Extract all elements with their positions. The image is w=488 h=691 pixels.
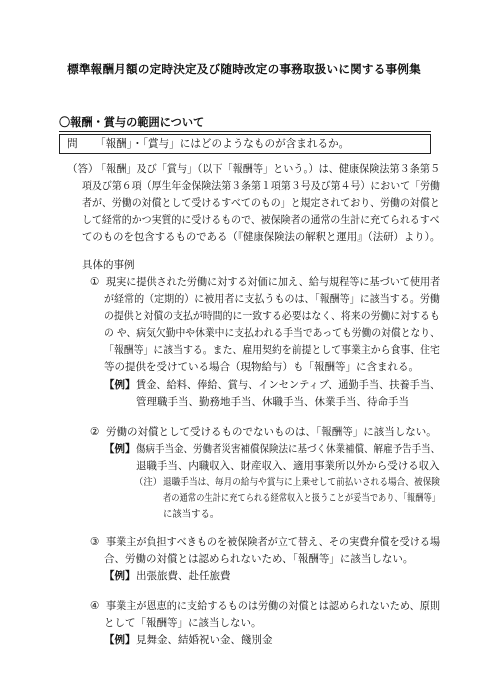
section-underline: [59, 131, 431, 132]
item-number: ②: [90, 426, 100, 438]
example-line: 傷病手当金、労働者災害補償保険法に基づく休業補償、解雇予告手当、: [136, 443, 441, 455]
item-line: として「報酬等」に該当しない。: [104, 617, 262, 629]
examples-heading: 具体的事例: [82, 259, 135, 271]
answer-label: （答）: [67, 163, 99, 175]
item-line: 現実に提供された労働に対する対価に加え、給与規程等に基づいて使用者: [106, 276, 441, 288]
section-heading: 〇報酬・賞与の範囲について: [59, 116, 205, 129]
item-line: 事業主が負担すべきものを被保険者が立て替え、その実費弁償を受ける場: [106, 536, 441, 548]
note-label: （注）: [134, 477, 163, 488]
item-line: 等の提供を受けている場合（現物給与）も「報酬等」に含まれる。: [104, 361, 419, 373]
item-line: の提供と対償の支払が時間的に一致する必要はなく、将来の労働に対するも: [104, 310, 440, 322]
example-label: 【例】: [104, 634, 136, 646]
example-label: 【例】: [104, 570, 136, 582]
item-line: 「報酬等」に該当する。また、雇用契約を前提として事業主から食事、住宅: [104, 344, 440, 356]
note-line: 者の通常の生計に充てられる経常収入と扱うことが妥当であり、「報酬等」: [163, 493, 441, 504]
example-line: 退職手当、内職収入、財産収入、適用事業所以外から受ける収入: [136, 460, 440, 472]
item-line: 合、労働の対償とは認められないため、「報酬等」に該当しない。: [104, 553, 414, 565]
example-label: 【例】: [104, 379, 136, 391]
item-line: の や、病気欠勤中や休業中に支払われる手当であっても労働の対償となり、: [104, 327, 440, 339]
example-line: 賃金、給料、俸給、賞与、インセンティブ、通勤手当、扶養手当、: [136, 379, 441, 391]
item-number: ③: [90, 536, 100, 548]
item-line: 労働の対償として受けるものでないものは、「報酬等」に該当しない。: [106, 426, 437, 438]
example-label: 【例】: [104, 443, 136, 455]
answer-line: して経常的かつ実質的に受けるもので、被保険者の通常の生計に充てられるすべ: [82, 214, 440, 226]
answer-line: てのものを包含するものである（『健康保険法の解釈と運用』（法研）より）。: [82, 231, 441, 243]
example-line: 管理職手当、勤務地手当、休職手当、休業手当、待命手当: [136, 396, 409, 408]
item-line: が経常的（定期的）に被用者に支払うものは、「報酬等」に該当する。労働: [104, 293, 440, 305]
answer-line: 者が、労働の対償として受けるすべてのもの」と規定されており、労働の対償と: [82, 197, 440, 209]
answer-line: 項及び第６項（厚生年金保険法第３条第１項第３号及び第４号）において「労働: [82, 180, 440, 192]
example-line: 見舞金、結婚祝い金、餞別金: [136, 634, 273, 646]
item-line: 事業主が恩恵的に支給するものは労働の対償とは認められないため、原則: [106, 600, 440, 612]
question-text: 「報酬」・「賞与」にはどのようなものが含まれるか。: [95, 138, 350, 150]
document-title: 標準報酬月額の定時決定及び随時改定の事務取扱いに関する事例集: [67, 62, 421, 76]
question-label: 問: [67, 138, 78, 150]
answer-line: 「報酬」及び「賞与」（以下「報酬等」という。）は、健康保険法第３条第５: [96, 163, 441, 175]
item-number: ④: [90, 600, 100, 612]
item-number: ①: [90, 276, 100, 288]
note-line: に該当する。: [163, 509, 220, 520]
note-line: 退職手当は、毎月の給与や賞与に上乗せして前払いされる場合、被保険: [163, 477, 440, 488]
example-line: 出張旅費、赴任旅費: [136, 570, 231, 582]
